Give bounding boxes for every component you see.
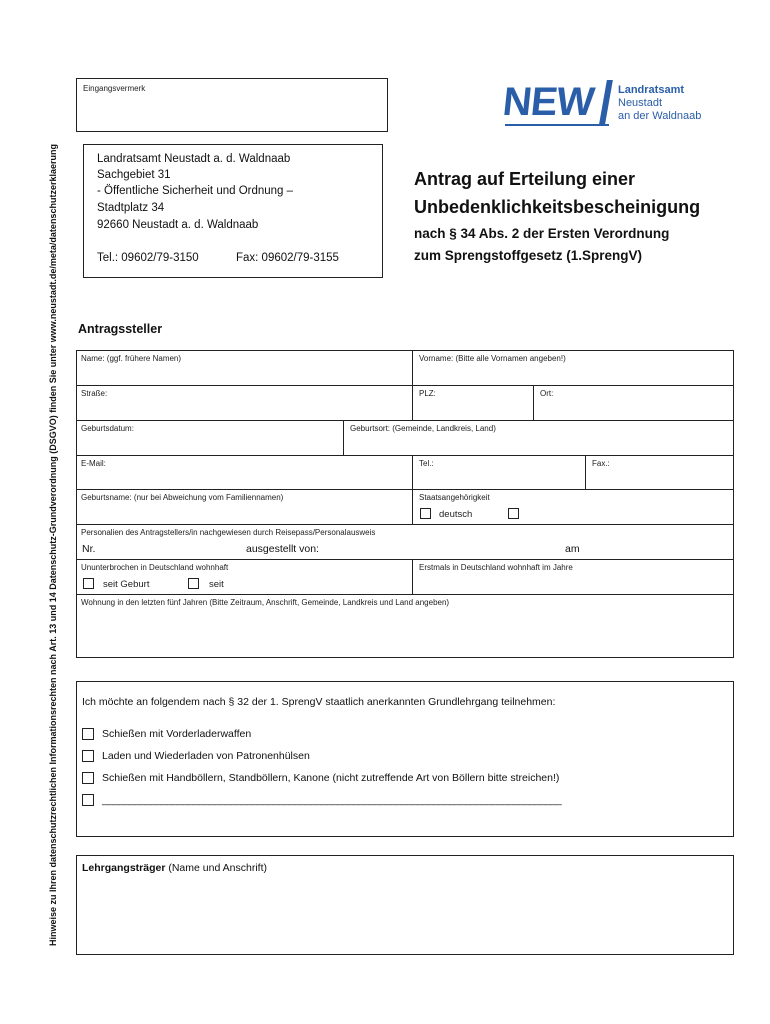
email-label: E-Mail: bbox=[81, 459, 106, 468]
id-document-label: Personalien des Antragstellers/in nachgewiesen durch Reisepass/Personalausweis bbox=[81, 528, 376, 537]
nationality-label: Staatsangehörigkeit bbox=[419, 493, 490, 502]
postcode-label: PLZ: bbox=[419, 389, 436, 398]
course-intro-text: Ich möchte an folgendem nach § 32 der 1. SprengV staatlich anerkannten Grundlehrgang teilnehmen: bbox=[82, 696, 556, 708]
since-date-checkbox[interactable] bbox=[188, 578, 199, 589]
birth-date-label: Geburtsdatum: bbox=[81, 424, 134, 433]
course-option-2 bbox=[82, 750, 310, 762]
nationality-other-checkbox[interactable] bbox=[508, 508, 519, 519]
logo-text-3: an der Waldnaab bbox=[618, 110, 702, 122]
form-title-line-1: Antrag auf Erteilung einer bbox=[414, 169, 636, 189]
since-birth-label: seit Geburt bbox=[103, 579, 150, 590]
new-logo-mark: NEW bbox=[500, 80, 596, 124]
residence-history-field[interactable] bbox=[76, 594, 734, 658]
course-provider-label-bold: Lehrgangsträger bbox=[82, 862, 166, 874]
first-name-label: Vorname: (Bitte alle Vornamen angeben!) bbox=[419, 354, 566, 363]
phone-field[interactable] bbox=[412, 455, 586, 490]
city-field[interactable] bbox=[533, 385, 734, 421]
logo-text-1: Landratsamt bbox=[618, 84, 685, 96]
address-line-3: - Öffentliche Sicherheit und Ordnung – bbox=[97, 185, 294, 197]
issued-by-label: ausgestellt von: bbox=[246, 543, 319, 555]
first-residence-field[interactable] bbox=[412, 559, 734, 595]
course-option-1-checkbox[interactable] bbox=[82, 728, 94, 740]
birth-place-field[interactable] bbox=[343, 420, 734, 456]
residence-history-label: Wohnung in den letzten fünf Jahren (Bitte Zeitraum, Anschrift, Gemeinde, Landkreis und Land angeben) bbox=[81, 598, 450, 607]
nationality-german-checkbox[interactable] bbox=[420, 508, 431, 519]
course-option-4 bbox=[82, 794, 702, 806]
postcode-field[interactable] bbox=[412, 385, 534, 421]
course-provider-label bbox=[82, 862, 267, 874]
logo-swoosh bbox=[599, 80, 613, 124]
city-label: Ort: bbox=[540, 389, 554, 398]
since-birth-checkbox[interactable] bbox=[83, 578, 94, 589]
entry-stamp-label: Eingangsvermerk bbox=[83, 84, 146, 93]
privacy-note-vertical: Hinweise zu Ihren datenschutzrechtlichen Informationsrechten nach Art. 13 und 14 Datenschutz-Grundverordnung (DSGVO) finden Sie unter www.neustadt.de/meta/datenschutzerklaerung bbox=[48, 144, 58, 946]
first-name-field[interactable] bbox=[412, 350, 734, 386]
form-title-line-2: Unbedenklichkeitsbescheinigung bbox=[414, 197, 701, 217]
birth-name-label: Geburtsname: (nur bei Abweichung vom Familiennamen) bbox=[81, 493, 284, 502]
nationality-german-label: deutsch bbox=[439, 509, 473, 520]
course-option-4-blank-line[interactable]: ______________________________________________________________________________________ bbox=[102, 794, 562, 806]
logo-text-2: Neustadt bbox=[618, 97, 663, 109]
fax-field[interactable] bbox=[585, 455, 734, 490]
form-title-line-4: zum Sprengstoffgesetz (1.SprengV) bbox=[414, 248, 643, 263]
applicant-heading: Antragssteller bbox=[78, 322, 163, 336]
course-option-1 bbox=[82, 728, 251, 740]
id-document-field bbox=[76, 524, 734, 560]
name-label: Name: (ggf. frühere Namen) bbox=[81, 354, 182, 363]
birth-date-field[interactable] bbox=[76, 420, 344, 456]
street-label: Straße: bbox=[81, 389, 108, 398]
phone-label: Tel.: bbox=[419, 459, 434, 468]
address-line-1: Landratsamt Neustadt a. d. Waldnaab bbox=[97, 153, 291, 165]
course-option-2-checkbox[interactable] bbox=[82, 750, 94, 762]
address-fax: Fax: 09602/79-3155 bbox=[236, 252, 339, 264]
nationality-field bbox=[412, 489, 734, 525]
form-title-line-3: nach § 34 Abs. 2 der Ersten Verordnung bbox=[414, 226, 670, 241]
course-selection-box bbox=[76, 681, 734, 837]
issued-on-label: am bbox=[565, 543, 580, 555]
course-option-3 bbox=[82, 772, 559, 784]
name-field[interactable] bbox=[76, 350, 413, 386]
course-provider-box[interactable] bbox=[76, 855, 734, 955]
course-option-4-checkbox[interactable] bbox=[82, 794, 94, 806]
course-option-1-label: Schießen mit Vorderladerwaffen bbox=[102, 728, 252, 740]
id-number-label: Nr. bbox=[82, 543, 96, 555]
email-field[interactable] bbox=[76, 455, 413, 490]
logo-underline bbox=[505, 124, 609, 126]
address-line-2: Sachgebiet 31 bbox=[97, 169, 171, 181]
district-office-logo bbox=[500, 78, 733, 134]
course-option-2-label: Laden und Wiederladen von Patronenhülsen bbox=[102, 750, 310, 762]
course-option-3-label: Schießen mit Handböllern, Standböllern, Kanone (nicht zutreffende Art von Böllern bitte streichen!) bbox=[102, 772, 560, 784]
first-residence-label: Erstmals in Deutschland wohnhaft im Jahre bbox=[419, 563, 573, 572]
course-provider-label-rest: (Name und Anschrift) bbox=[165, 862, 267, 874]
birth-name-field[interactable] bbox=[76, 489, 413, 525]
entry-stamp-box[interactable] bbox=[76, 78, 388, 132]
residence-continuous-field bbox=[76, 559, 413, 595]
course-option-3-checkbox[interactable] bbox=[82, 772, 94, 784]
address-line-5: 92660 Neustadt a. d. Waldnaab bbox=[97, 219, 259, 231]
fax-label: Fax.: bbox=[592, 459, 610, 468]
street-field[interactable] bbox=[76, 385, 413, 421]
address-box bbox=[83, 144, 383, 278]
since-date-label: seit bbox=[209, 579, 224, 590]
address-line-4: Stadtplatz 34 bbox=[97, 202, 165, 214]
residence-continuous-label: Ununterbrochen in Deutschland wohnhaft bbox=[81, 563, 229, 572]
birth-place-label: Geburtsort: (Gemeinde, Landkreis, Land) bbox=[350, 424, 496, 433]
address-tel: Tel.: 09602/79-3150 bbox=[97, 252, 199, 264]
